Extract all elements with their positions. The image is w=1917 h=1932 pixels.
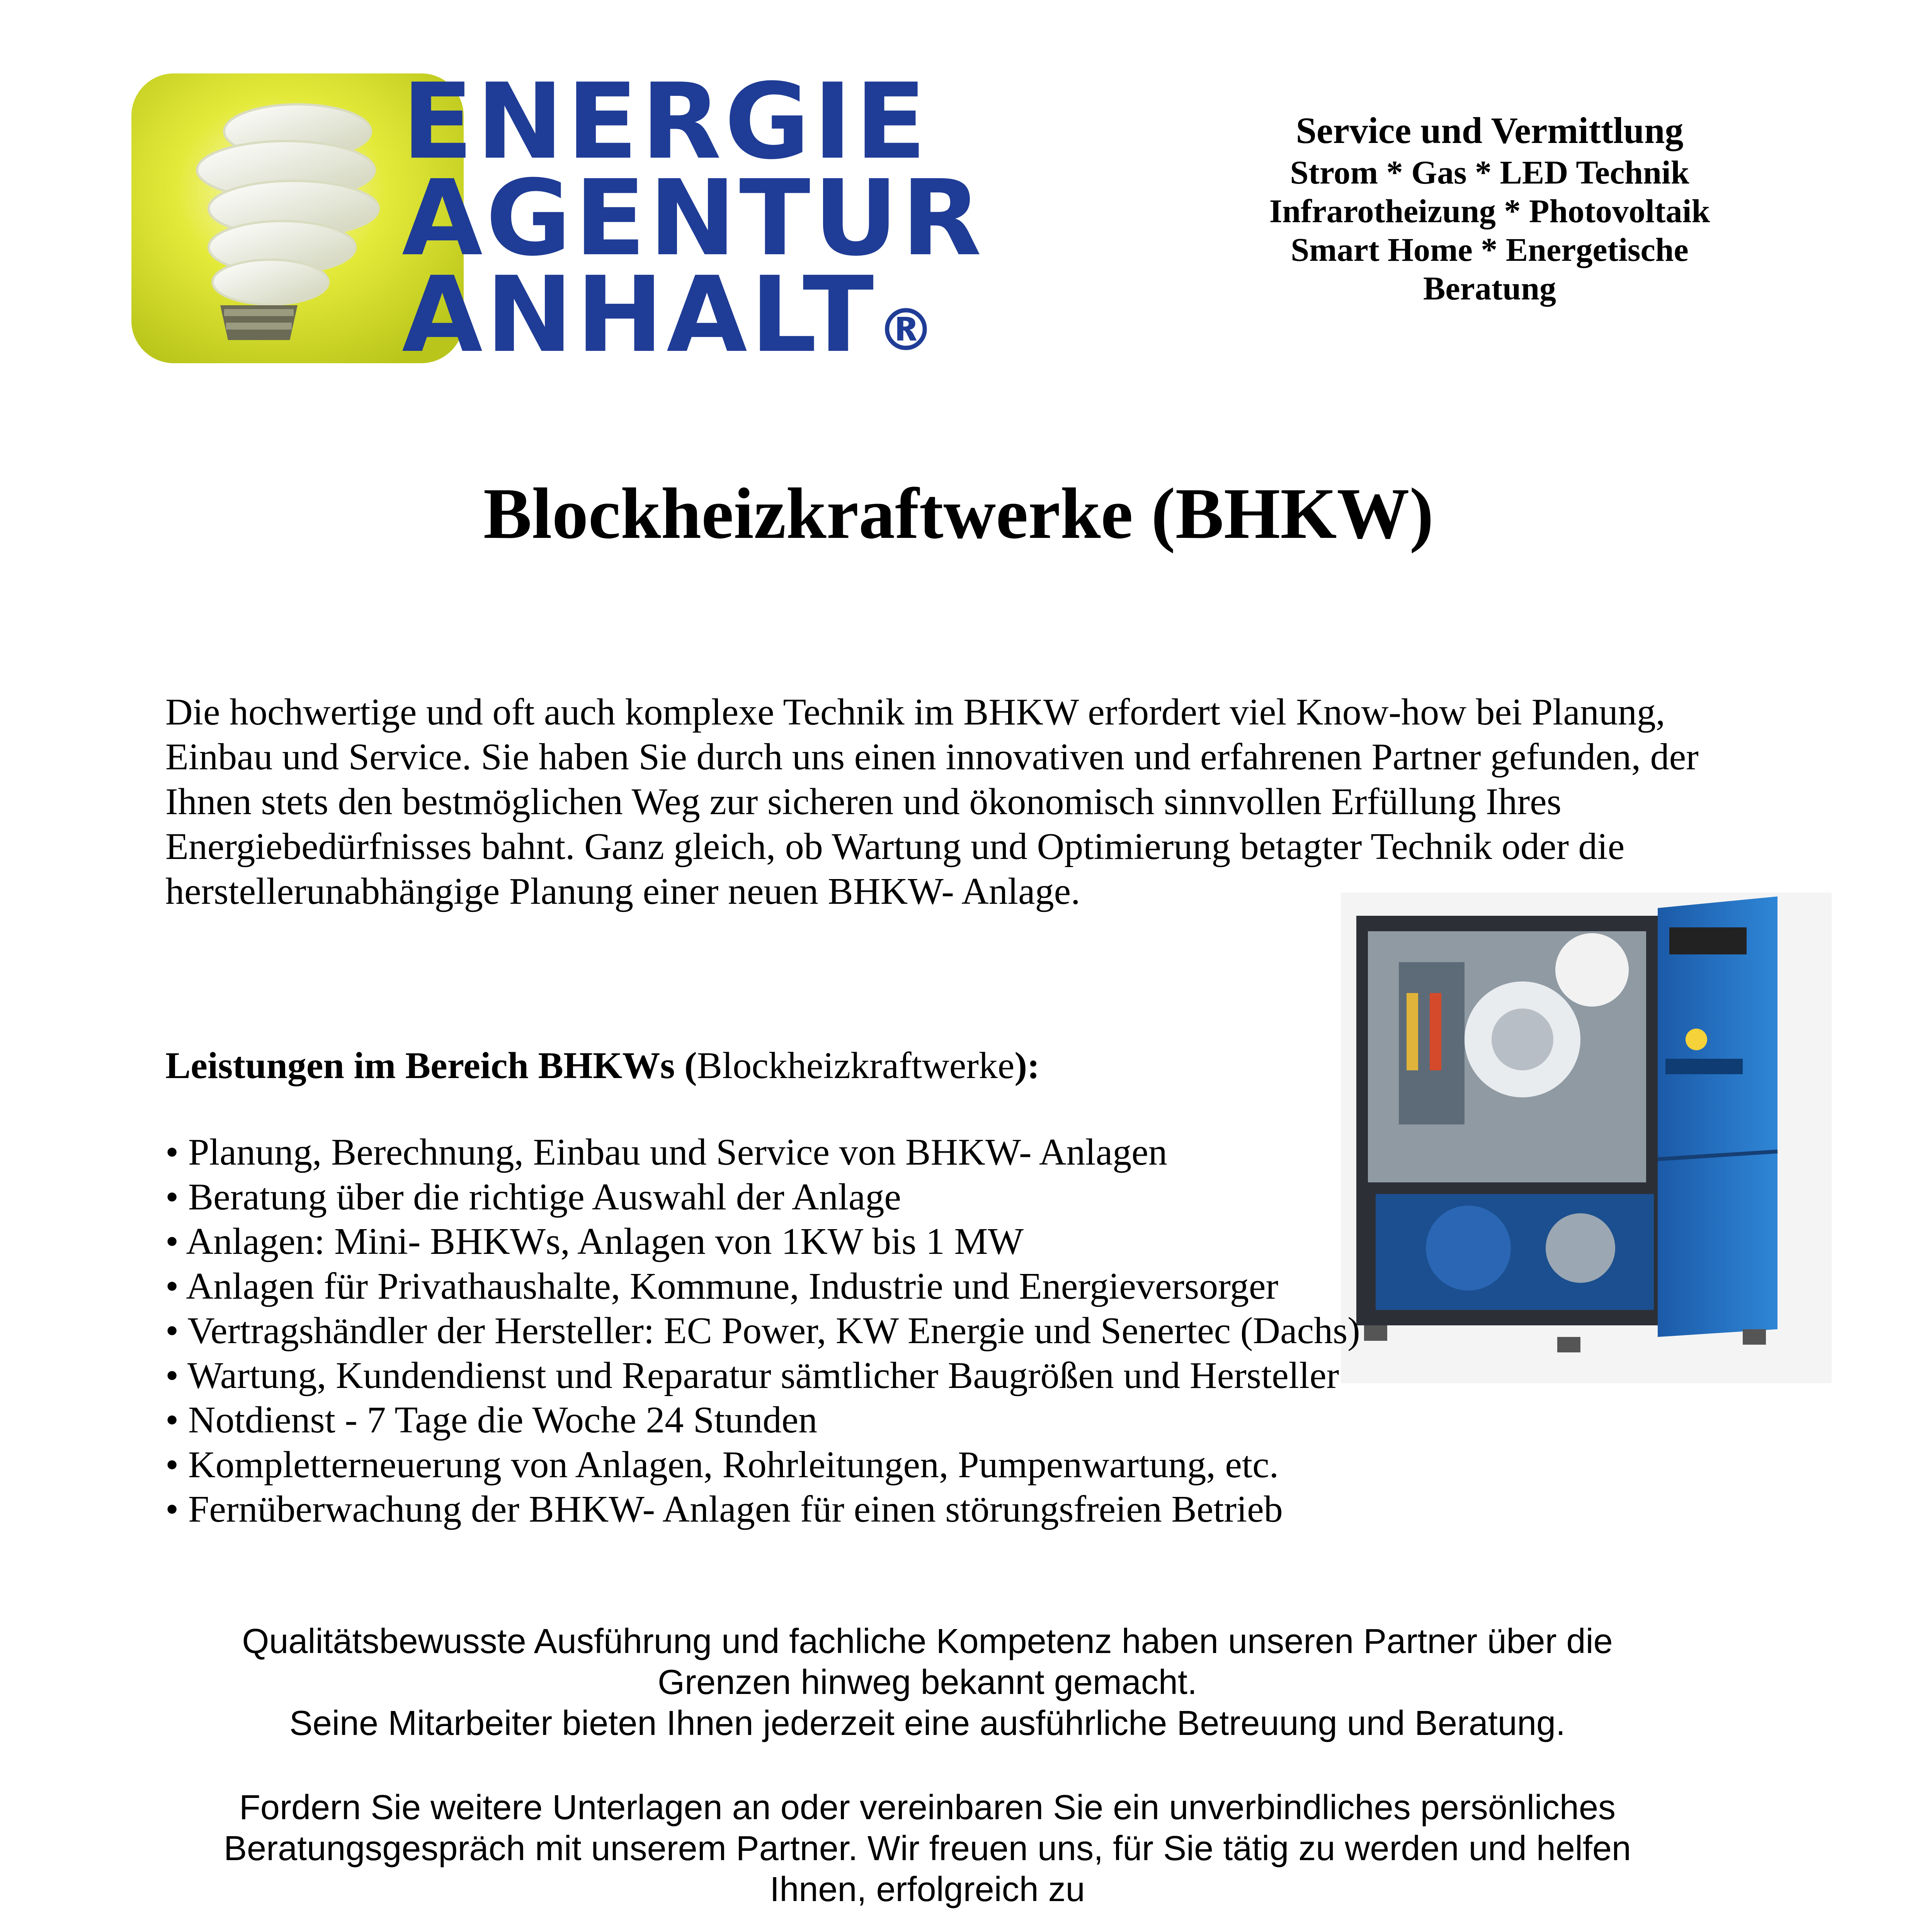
- logo-wordmark: [402, 61, 1020, 376]
- list-item: • Vertragshändler der Hersteller: EC Power, KW Energie und Senertec (Dachs): [165, 1309, 1360, 1354]
- service-block: [1190, 108, 1789, 308]
- quality-line: Qualitätsbewusste Ausführung und fachliche Kompetenz haben unseren Partner über die: [242, 1622, 1613, 1661]
- service-line: Strom * Gas * LED Technik: [1290, 154, 1689, 191]
- request-line: Fordern Sie weitere Unterlagen an oder vereinbaren Sie ein unverbindliches persönliches: [239, 1788, 1616, 1827]
- list-item: • Fernüberwachung der BHKW- Anlagen für einen störungsfreien Betrieb: [165, 1487, 1360, 1532]
- quality-line: Grenzen hinweg bekannt gemacht.: [658, 1663, 1197, 1702]
- bhkw-unit-photo: [1341, 893, 1832, 1383]
- services-heading-bold: Leistungen im Bereich BHKWs (: [165, 1045, 697, 1087]
- company-logo: [131, 61, 1012, 376]
- page-title: Blockheizkraftwerke (BHKW): [483, 473, 1434, 554]
- list-item: • Planung, Berechnung, Einbau und Service von BHKW- Anlagen: [165, 1130, 1360, 1175]
- service-line: Beratung: [1423, 270, 1556, 307]
- list-item: • Kompletterneuerung von Anlagen, Rohrleitungen, Pumpenwartung, etc.: [165, 1443, 1360, 1488]
- list-item: • Anlagen für Privathaushalte, Kommune, Industrie und Energieversorger: [165, 1264, 1360, 1309]
- quality-line: Seine Mitarbeiter bieten Ihnen jederzeit eine ausführliche Betreuung und Beratung.: [289, 1704, 1566, 1743]
- services-list: [165, 1130, 1360, 1532]
- service-line: Infrarotheizung * Photovoltaik: [1269, 192, 1710, 230]
- intro-paragraph: Die hochwertige und oft auch komplexe Technik im BHKW erfordert viel Know-how bei Planung, Einbau und Service. Sie haben Sie durch uns einen innovativen und erfahrenen Partner gefunden, der Ihnen stets den bestmöglichen Weg zur sicheren und ökonomisch sinnvollen Erfüllung Ihres Energiebedürfnisses bahnt. Ganz gleich, ob Wartung und Optimierung betagter Technik oder die herstellerunabhängige Planung einer neuen BHKW- Anlage.: [165, 691, 1699, 912]
- request-line: Beratungsgespräch mit unserem Partner. Wir freuen uns, für Sie tätig zu werden und helfen: [224, 1829, 1631, 1868]
- services-heading-normal: Blockheizkraftwerke: [697, 1045, 1015, 1087]
- list-item: • Beratung über die richtige Auswahl der Anlage: [165, 1175, 1360, 1220]
- service-line: Smart Home * Energetische: [1291, 231, 1689, 268]
- services-heading: [165, 1043, 1040, 1088]
- registered-mark: ®: [877, 297, 938, 364]
- service-title: Service und Vermittlung: [1296, 110, 1684, 151]
- list-item: • Wartung, Kundendienst und Reparatur sämtlicher Baugrößen und Hersteller: [165, 1354, 1360, 1398]
- quality-paragraph: [155, 1621, 1700, 1744]
- logo-line-2: AGENTUR: [402, 157, 985, 279]
- services-heading-bold-end: ):: [1014, 1045, 1040, 1087]
- list-item: • Notdienst - 7 Tage die Woche 24 Stunden: [165, 1398, 1360, 1443]
- logo-line-3: ANHALT: [402, 254, 877, 376]
- list-item: • Anlagen: Mini- BHKWs, Anlagen von 1KW bis 1 MW: [165, 1219, 1360, 1264]
- request-paragraph: [155, 1787, 1700, 1910]
- request-line: Ihnen, erfolgreich zu: [770, 1870, 1085, 1909]
- logo-line-1: ENERGIE: [402, 61, 930, 182]
